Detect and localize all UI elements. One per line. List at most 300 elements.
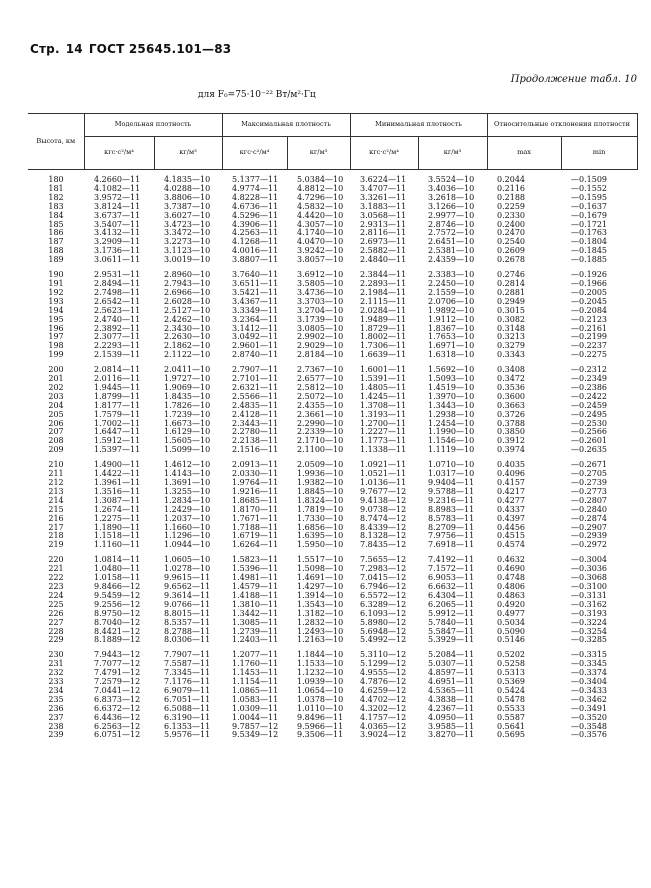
col-min-density: Минимальная плотность <box>350 114 487 137</box>
value-cell: —0.2349 <box>571 374 608 384</box>
value-cell: —0.1679 <box>571 210 608 220</box>
height-cell: 225 <box>48 599 64 609</box>
value-cell: 1.7819—10 <box>297 504 344 514</box>
value-cell: —0.2566 <box>571 427 608 437</box>
value-cell: 2.5381—10 <box>428 246 475 256</box>
value-cell: 5.1377—11 <box>232 175 279 184</box>
col-min: min <box>561 137 637 170</box>
height-cell: 219 <box>48 540 64 550</box>
height-cell: 222 <box>48 573 64 583</box>
value-cell: 5.3110—12 <box>360 650 407 660</box>
height-cell: 192 <box>48 287 64 297</box>
value-cell: 3.6224—11 <box>360 175 407 184</box>
value-cell: 1.7330—10 <box>297 513 344 523</box>
value-cell: 1.3182—10 <box>297 608 344 618</box>
value-cell: —0.2495 <box>571 409 608 419</box>
value-cell: 1.5823—11 <box>232 555 279 565</box>
value-cell: 4.6736—11 <box>232 201 279 211</box>
value-cell: 4.6259—12 <box>360 685 407 695</box>
value-cell: 2.0116—11 <box>94 374 141 384</box>
table-row <box>28 256 637 265</box>
value-cell: 6.6372—12 <box>94 703 141 713</box>
value-cell: 0.5424 <box>497 685 526 695</box>
value-cell: 1.1232—10 <box>297 668 344 678</box>
value-cell: —0.2739 <box>571 478 608 487</box>
table-condition: для F₀=75·10⁻²² Вт/м²·Гц <box>198 90 316 100</box>
value-cell: 1.0521—11 <box>360 469 407 479</box>
value-cell: 3.4736—10 <box>297 287 344 297</box>
value-cell: 0.4096 <box>497 469 526 479</box>
height-cell: 233 <box>48 677 64 687</box>
value-cell: 0.3788 <box>497 418 526 428</box>
value-cell: 3.0019—10 <box>164 255 211 265</box>
value-cell: 1.5397—11 <box>94 445 141 455</box>
value-cell: 1.3708—11 <box>360 400 407 410</box>
value-cell: 1.4519—10 <box>428 382 475 392</box>
height-cell: 210 <box>48 460 64 470</box>
value-cell: 1.6395—10 <box>297 531 344 541</box>
value-cell: 0.5313 <box>497 668 526 678</box>
value-cell: 1.0605—10 <box>164 555 211 565</box>
value-cell: 1.4691—10 <box>297 573 344 583</box>
value-cell: 1.3255—10 <box>164 486 211 496</box>
value-cell: —0.3520 <box>571 712 608 722</box>
value-cell: 1.6264—11 <box>232 540 279 550</box>
value-cell: 1.0317—10 <box>428 469 475 479</box>
height-cell: 220 <box>48 555 64 565</box>
value-cell: 3.6912—10 <box>297 270 344 280</box>
value-cell: 1.1518—11 <box>94 531 141 541</box>
value-cell: —0.1721 <box>571 219 608 229</box>
value-cell: 3.8057—10 <box>297 255 344 265</box>
col-max-density: Максимальная плотность <box>222 114 350 137</box>
value-cell: —0.2199 <box>571 332 608 342</box>
value-cell: 7.3345—11 <box>164 668 211 678</box>
standard-code: ГОСТ 25645.101—83 <box>88 42 232 56</box>
value-cell: —0.2386 <box>571 382 608 392</box>
value-cell: 1.1296—10 <box>164 531 211 541</box>
value-cell: 1.2077—11 <box>232 650 279 660</box>
value-cell: 1.8799—11 <box>94 391 141 401</box>
value-cell: 2.1862—10 <box>164 341 211 351</box>
value-cell: 1.3970—10 <box>428 391 475 401</box>
value-cell: 1.4422—11 <box>94 469 141 479</box>
value-cell: 1.0378—10 <box>297 694 344 704</box>
value-cell: 1.4805—11 <box>360 382 407 392</box>
value-cell: 1.7653—10 <box>428 332 475 342</box>
value-cell: 6.5572—12 <box>360 590 407 600</box>
value-cell: 8.0306—11 <box>164 635 211 645</box>
value-cell: 9.7677—12 <box>360 486 407 496</box>
height-cell: 208 <box>48 436 64 446</box>
value-cell: —0.2084 <box>571 305 608 315</box>
value-cell: 2.1559—10 <box>428 287 475 297</box>
value-cell: 9.5459—12 <box>94 590 141 600</box>
value-cell: 4.9555—12 <box>360 668 407 678</box>
value-cell: 8.7040—12 <box>94 617 141 627</box>
value-cell: 1.7002—11 <box>94 418 141 428</box>
value-cell: 2.7498—11 <box>94 287 141 297</box>
value-cell: 1.1154—11 <box>232 677 279 687</box>
value-cell: 1.9112—10 <box>428 314 475 324</box>
value-cell: 2.8746—10 <box>428 219 475 229</box>
value-cell: 7.1572—11 <box>428 564 475 574</box>
value-cell: 7.2983—12 <box>360 564 407 574</box>
value-cell: 4.8597—11 <box>428 668 475 678</box>
height-cell: 205 <box>48 409 64 419</box>
value-cell: 4.4420—10 <box>297 210 344 220</box>
value-cell: 1.0944—10 <box>164 540 211 550</box>
value-cell: 6.1093—12 <box>360 608 407 618</box>
value-cell: 9.7857—12 <box>232 721 279 731</box>
value-cell: 2.0814—11 <box>94 365 141 375</box>
value-cell: 3.1123—10 <box>164 246 211 256</box>
value-cell: 8.1328—12 <box>360 531 407 541</box>
value-cell: 5.7840—11 <box>428 617 475 627</box>
value-cell: 3.3261—11 <box>360 192 407 202</box>
unit-kgs: кгс·с²/м⁴ <box>350 137 418 170</box>
value-cell: 8.8015—11 <box>164 608 211 618</box>
value-cell: —0.3285 <box>571 635 608 645</box>
value-cell: 1.1660—10 <box>164 522 211 532</box>
value-cell: 5.2084—11 <box>428 650 475 660</box>
value-cell: 1.0480—11 <box>94 564 141 574</box>
value-cell: 2.4840—11 <box>360 255 407 265</box>
value-cell: 1.8685—11 <box>232 495 279 505</box>
height-cell: 201 <box>48 374 64 384</box>
value-cell: —0.2635 <box>571 445 608 455</box>
value-cell: 0.2259 <box>497 201 526 211</box>
value-cell: 3.3349—11 <box>232 305 279 315</box>
value-cell: 0.2814 <box>497 278 526 288</box>
value-cell: 1.0814—11 <box>94 555 141 565</box>
value-cell: 0.3974 <box>497 445 526 455</box>
unit-kg: кг/м³ <box>154 137 222 170</box>
value-cell: 5.1299—12 <box>360 659 407 669</box>
value-cell: 1.8177—11 <box>94 400 141 410</box>
height-cell: 197 <box>48 332 64 342</box>
value-cell: —0.3036 <box>571 564 608 574</box>
value-cell: 4.1082—11 <box>94 183 141 193</box>
value-cell: 2.3892—11 <box>94 323 141 333</box>
value-cell: 0.5478 <box>497 694 526 704</box>
value-cell: 2.3430—10 <box>164 323 211 333</box>
value-cell: 0.4863 <box>497 590 526 600</box>
value-cell: 0.3472 <box>497 374 526 384</box>
value-cell: 2.5882—11 <box>360 246 407 256</box>
value-cell: 7.8435—12 <box>360 540 407 550</box>
value-cell: 3.9024—12 <box>360 730 407 740</box>
value-cell: 1.3691—10 <box>164 478 211 487</box>
value-cell: —0.3548 <box>571 721 608 731</box>
value-cell: 1.1844—10 <box>297 650 344 660</box>
value-cell: —0.3131 <box>571 590 608 600</box>
value-cell: 1.1453—11 <box>232 668 279 678</box>
value-cell: 2.1122—10 <box>164 350 211 360</box>
value-cell: 9.5349—12 <box>232 730 279 740</box>
value-cell: 0.5258 <box>497 659 526 669</box>
value-cell: 2.3844—11 <box>360 270 407 280</box>
value-cell: 4.7876—12 <box>360 677 407 687</box>
value-cell: 2.7101—11 <box>232 374 279 384</box>
value-cell: 3.1736—11 <box>94 246 141 256</box>
value-cell: 8.4421—12 <box>94 626 141 636</box>
value-cell: 3.2364—11 <box>232 314 279 324</box>
value-cell: 2.2893—11 <box>360 278 407 288</box>
value-cell: —0.2773 <box>571 486 608 496</box>
height-cell: 213 <box>48 486 64 496</box>
value-cell: 0.4277 <box>497 495 526 505</box>
value-cell: 8.5357—11 <box>164 617 211 627</box>
value-cell: 5.9576—11 <box>164 730 211 740</box>
value-cell: 6.6632—11 <box>428 581 475 591</box>
height-cell: 199 <box>48 350 64 360</box>
value-cell: 1.2403—11 <box>232 635 279 645</box>
value-cell: 3.1739—10 <box>297 314 344 324</box>
value-cell: 1.3961—11 <box>94 478 141 487</box>
value-cell: 6.7051—11 <box>164 694 211 704</box>
height-cell: 180 <box>48 175 64 184</box>
value-cell: —0.2422 <box>571 391 608 401</box>
value-cell: 1.3087—11 <box>94 495 141 505</box>
value-cell: 8.4339—12 <box>360 522 407 532</box>
value-cell: 2.3443—11 <box>232 418 279 428</box>
value-cell: 1.8367—10 <box>428 323 475 333</box>
value-cell: 4.8812—10 <box>297 183 344 193</box>
height-cell: 202 <box>48 382 64 392</box>
value-cell: 3.1266—10 <box>428 201 475 211</box>
value-cell: —0.1637 <box>571 201 608 211</box>
value-cell: 2.5072—10 <box>297 391 344 401</box>
value-cell: 3.2273—10 <box>164 237 211 247</box>
value-cell: —0.1966 <box>571 278 608 288</box>
value-cell: 0.4748 <box>497 573 526 583</box>
value-cell: 5.0307—11 <box>428 659 475 669</box>
height-cell: 190 <box>48 270 64 280</box>
height-cell: 191 <box>48 278 64 288</box>
height-cell: 207 <box>48 427 64 437</box>
value-cell: 2.8116—11 <box>360 228 407 238</box>
col-max: max <box>487 137 561 170</box>
value-cell: 4.2660—11 <box>94 175 141 184</box>
value-cell: 2.7572—10 <box>428 228 475 238</box>
value-cell: 9.9404—11 <box>428 478 475 487</box>
value-cell: 1.5950—10 <box>297 540 344 550</box>
value-cell: 1.5396—11 <box>232 564 279 574</box>
value-cell: 5.0384—10 <box>297 175 344 184</box>
value-cell: 2.1539—11 <box>94 350 141 360</box>
height-cell: 239 <box>48 730 64 740</box>
value-cell: 3.6737—11 <box>94 210 141 220</box>
value-cell: 1.8170—11 <box>232 504 279 514</box>
value-cell: 1.2832—10 <box>297 617 344 627</box>
value-cell: 1.6447—11 <box>94 427 141 437</box>
value-cell: 2.6966—10 <box>164 287 211 297</box>
value-cell: 1.1338—11 <box>360 445 407 455</box>
value-cell: 8.8983—11 <box>428 504 475 514</box>
value-cell: 0.3279 <box>497 341 526 351</box>
value-cell: 0.3015 <box>497 305 526 315</box>
unit-kg: кг/м³ <box>287 137 350 170</box>
value-cell: 0.3663 <box>497 400 526 410</box>
value-cell: 4.0016—11 <box>232 246 279 256</box>
value-cell: 2.3661—10 <box>297 409 344 419</box>
value-cell: 1.2275—11 <box>94 513 141 523</box>
value-cell: 2.0284—11 <box>360 305 407 315</box>
col-model-density: Модельная плотность <box>84 114 222 137</box>
value-cell: 1.4245—11 <box>360 391 407 401</box>
value-cell: 2.0330—11 <box>232 469 279 479</box>
value-cell: 0.2116 <box>497 183 526 193</box>
value-cell: 2.9601—11 <box>232 341 279 351</box>
value-cell: 2.9902—10 <box>297 332 344 342</box>
value-cell: 3.4367—11 <box>232 296 279 306</box>
value-cell: 2.2339—10 <box>297 427 344 437</box>
value-cell: 0.5202 <box>497 650 526 660</box>
height-cell: 235 <box>48 694 64 704</box>
value-cell: 1.6001—11 <box>360 365 407 375</box>
height-cell: 217 <box>48 522 64 532</box>
value-cell: 1.2227—11 <box>360 427 407 437</box>
value-cell: 0.2540 <box>497 237 526 247</box>
value-cell: 0.5146 <box>497 635 526 645</box>
value-cell: 4.4702—12 <box>360 694 407 704</box>
value-cell: 2.9313—11 <box>360 219 407 229</box>
unit-kgs: кгс·с²/м⁴ <box>84 137 154 170</box>
page-header <box>30 42 237 56</box>
value-cell: 0.5695 <box>497 730 526 740</box>
value-cell: 3.3703—10 <box>297 296 344 306</box>
value-cell: 2.4128—11 <box>232 409 279 419</box>
height-cell: 215 <box>48 504 64 514</box>
value-cell: 4.0470—10 <box>297 237 344 247</box>
value-cell: 3.9242—10 <box>297 246 344 256</box>
value-cell: 0.5533 <box>497 703 526 713</box>
value-cell: 0.4157 <box>497 478 526 487</box>
value-cell: 1.7671—11 <box>232 513 279 523</box>
value-cell: 1.8324—10 <box>297 495 344 505</box>
value-cell: —0.2530 <box>571 418 608 428</box>
value-cell: 1.0158—11 <box>94 573 141 583</box>
value-cell: 2.7907—11 <box>232 365 279 375</box>
value-cell: 1.7306—11 <box>360 341 407 351</box>
value-cell: 2.6542—11 <box>94 296 141 306</box>
value-cell: 3.8806—10 <box>164 192 211 202</box>
value-cell: 6.2563—12 <box>94 721 141 731</box>
value-cell: 0.4397 <box>497 513 526 523</box>
value-cell: 2.7367—10 <box>297 365 344 375</box>
value-cell: —0.2807 <box>571 495 608 505</box>
value-cell: 9.8466—12 <box>94 581 141 591</box>
value-cell: 9.5966—11 <box>297 721 344 731</box>
table-row <box>28 731 637 740</box>
value-cell: 3.6027—10 <box>164 210 211 220</box>
value-cell: 1.4900—11 <box>94 460 141 470</box>
value-cell: 1.3193—11 <box>360 409 407 419</box>
value-cell: —0.2601 <box>571 436 608 446</box>
value-cell: 2.8184—10 <box>297 350 344 360</box>
value-cell: 2.4262—10 <box>164 314 211 324</box>
value-cell: —0.2840 <box>571 504 608 514</box>
value-cell: 3.4036—10 <box>428 183 475 193</box>
value-cell: —0.3315 <box>571 650 608 660</box>
value-cell: 6.3289—12 <box>360 599 407 609</box>
value-cell: 4.0288—10 <box>164 183 211 193</box>
value-cell: —0.3462 <box>571 694 608 704</box>
value-cell: 0.3726 <box>497 409 526 419</box>
height-cell: 216 <box>48 513 64 523</box>
value-cell: 1.2429—10 <box>164 504 211 514</box>
value-cell: 1.6129—10 <box>164 427 211 437</box>
value-cell: 2.8740—11 <box>232 350 279 360</box>
value-cell: 7.7077—12 <box>94 659 141 669</box>
value-cell: 9.3506—11 <box>297 730 344 740</box>
value-cell: 2.1516—11 <box>232 445 279 455</box>
value-cell: 3.1412—11 <box>232 323 279 333</box>
value-cell: 1.0921—11 <box>360 460 407 470</box>
value-cell: 1.5517—10 <box>297 555 344 565</box>
value-cell: —0.2671 <box>571 460 608 470</box>
value-cell: 9.0766—11 <box>164 599 211 609</box>
value-cell: 1.4297—10 <box>297 581 344 591</box>
value-cell: 0.2609 <box>497 246 526 256</box>
value-cell: 4.0365—12 <box>360 721 407 731</box>
value-cell: 0.2044 <box>497 175 526 184</box>
value-cell: 0.4035 <box>497 460 526 470</box>
value-cell: 3.2909—11 <box>94 237 141 247</box>
height-cell: 203 <box>48 391 64 401</box>
value-cell: —0.2705 <box>571 469 608 479</box>
value-cell: —0.3491 <box>571 703 608 713</box>
value-cell: 3.2618—10 <box>428 192 475 202</box>
value-cell: —0.2275 <box>571 350 608 360</box>
value-cell: 2.9029—10 <box>297 341 344 351</box>
value-cell: 3.5421—11 <box>232 287 279 297</box>
value-cell: 1.6639—11 <box>360 350 407 360</box>
height-cell: 226 <box>48 608 64 618</box>
value-cell: 1.6673—10 <box>164 418 211 428</box>
height-cell: 218 <box>48 531 64 541</box>
value-cell: 2.3077—11 <box>94 332 141 342</box>
value-cell: 1.3516—11 <box>94 486 141 496</box>
value-cell: 4.3057—10 <box>297 219 344 229</box>
value-cell: 3.0805—10 <box>297 323 344 333</box>
value-cell: 3.5407—11 <box>94 219 141 229</box>
height-cell: 229 <box>48 635 64 645</box>
value-cell: —0.1885 <box>571 255 608 265</box>
value-cell: 0.4632 <box>497 555 526 565</box>
value-cell: —0.3068 <box>571 573 608 583</box>
value-cell: 2.8494—11 <box>94 278 141 288</box>
value-cell: —0.3224 <box>571 617 608 627</box>
height-cell: 184 <box>48 210 64 220</box>
value-cell: 4.1757—12 <box>360 712 407 722</box>
value-cell: 2.0706—10 <box>428 296 475 306</box>
value-cell: 0.4456 <box>497 522 526 532</box>
value-cell: 3.5524—10 <box>428 175 475 184</box>
value-cell: 4.3202—12 <box>360 703 407 713</box>
unit-kg: кг/м³ <box>418 137 487 170</box>
height-cell: 200 <box>48 365 64 375</box>
value-cell: 1.4143—10 <box>164 469 211 479</box>
value-cell: 6.5088—11 <box>164 703 211 713</box>
value-cell: —0.3345 <box>571 659 608 669</box>
value-cell: 1.1890—11 <box>94 522 141 532</box>
value-cell: 1.5391—11 <box>360 374 407 384</box>
value-cell: 7.6918—11 <box>428 540 475 550</box>
value-cell: 0.3408 <box>497 365 526 375</box>
value-cell: 1.7579—11 <box>94 409 141 419</box>
